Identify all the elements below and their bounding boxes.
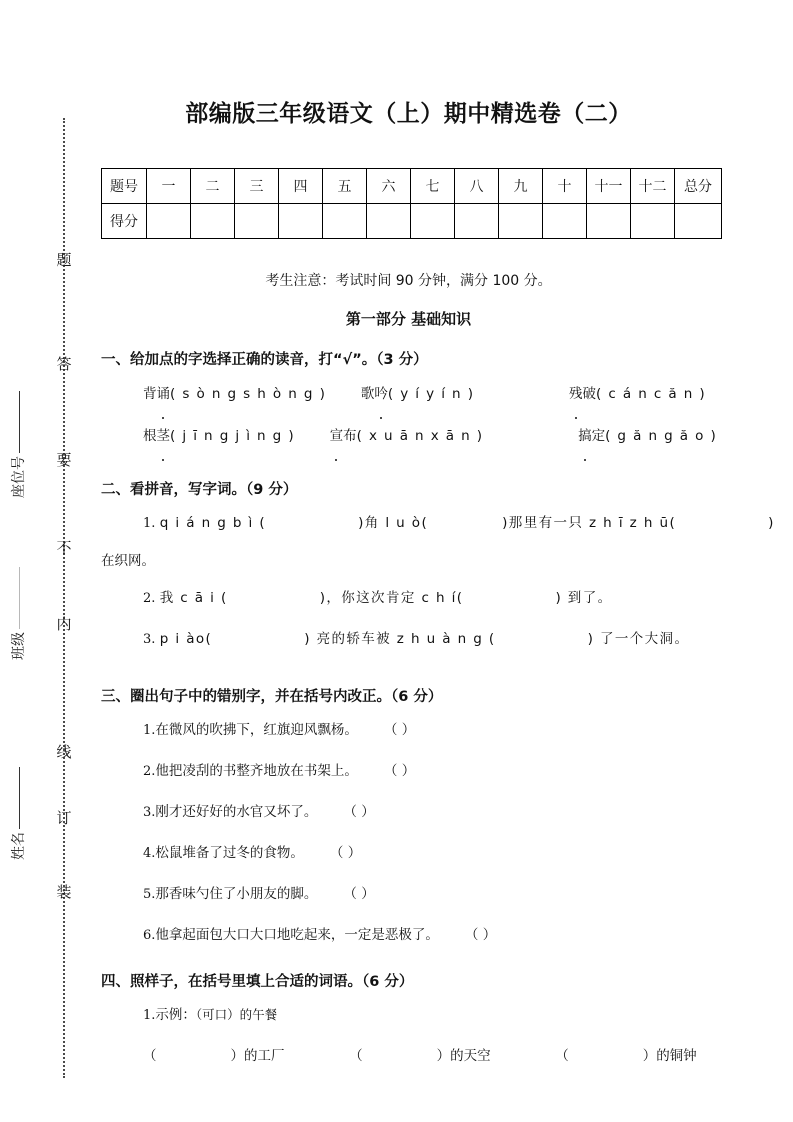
question-3-points: （6 分）: [391, 689, 443, 705]
q4-fill-2[interactable]: （ ）的天空: [349, 1048, 491, 1064]
q1-item-4[interactable]: 根茎( j ī n g j ì n g ): [143, 428, 295, 444]
q3-index-5: 5.: [143, 887, 156, 902]
q3-index-4: 4.: [143, 846, 156, 861]
q4-fill-3[interactable]: （ ）的铜钟: [555, 1048, 697, 1064]
q1-item-2[interactable]: 歌吟( y í y í n ): [361, 386, 475, 402]
question-2: [101, 478, 775, 660]
q1-item-1[interactable]: 背诵( s ò n g s h ò n g ): [143, 386, 326, 402]
q2-seg-1d: ): [768, 515, 775, 531]
name-rule: [19, 767, 20, 829]
q2-index-1: 1.: [143, 516, 156, 531]
question-2-title: [101, 478, 761, 499]
question-3-item-5: [101, 874, 761, 915]
question-1-row-2: [101, 415, 761, 457]
q4-noun-3: 的铜钟: [656, 1048, 697, 1064]
q4-fill-1[interactable]: （ ）的工厂: [143, 1048, 285, 1064]
exam-sheet: [96, 0, 793, 1122]
question-2-item-1-wrap: 在织网。: [101, 553, 155, 569]
score-cell-9[interactable]: [499, 204, 543, 239]
col-head-1: 一: [147, 169, 191, 204]
page-title: 部编版三年级语文（上）期中精选卷（二）: [185, 101, 632, 127]
name-label: 姓名: [11, 832, 27, 860]
seal-char-5: 线: [56, 743, 72, 761]
question-1-points: （3 分）: [376, 352, 428, 368]
score-cell-2[interactable]: [191, 204, 235, 239]
q3-blank-1[interactable]: （ ）: [383, 722, 416, 738]
question-4: [101, 970, 761, 1076]
seal-char-1: 答: [56, 355, 72, 373]
question-2-item-3: [101, 619, 761, 660]
row-label-question: 题号: [102, 169, 147, 204]
q4-index-1: 1.: [143, 1008, 156, 1023]
q3-blank-5[interactable]: （ ）: [343, 886, 375, 902]
q1-item-6[interactable]: 搞定( g ă n g ă o ): [578, 428, 717, 444]
class-field[interactable]: [10, 540, 28, 660]
score-cell-10[interactable]: [543, 204, 587, 239]
question-3-item-6: [101, 915, 761, 956]
q1-pinyin-3: ( c á n c ă n ): [595, 386, 707, 402]
col-head-10: 十: [543, 169, 587, 204]
question-1: [101, 348, 761, 457]
q3-text-1: 在微风的吹拂下，红旗迎风飘杨。: [155, 722, 358, 738]
q1-pinyin-6: ( g ă n g ă o ): [605, 428, 718, 444]
q2-seg-3a: p i ào(: [159, 631, 213, 647]
seal-char-2: 要: [56, 451, 72, 469]
q3-text-5: 那香味勺住了小朋友的脚。: [155, 886, 318, 902]
col-head-8: 八: [455, 169, 499, 204]
score-cell-1[interactable]: [147, 204, 191, 239]
col-head-3: 三: [235, 169, 279, 204]
seat-number-rule: [19, 391, 20, 453]
row-label-score: 得分: [102, 204, 147, 239]
q1-item-3[interactable]: 残破( c á n c ă n ): [569, 386, 706, 402]
q4-noun-2: 的天空: [450, 1048, 491, 1064]
score-cell-4[interactable]: [279, 204, 323, 239]
q2-seg-2c: ) 到了。: [555, 590, 613, 606]
col-head-7: 七: [411, 169, 455, 204]
q3-blank-4[interactable]: （ ）: [329, 845, 362, 861]
seal-char-4: 内: [56, 615, 72, 633]
col-head-12: 十二: [631, 169, 675, 204]
q1-pinyin-2: ( y í y í n ): [387, 386, 475, 402]
q1-pinyin-4: ( j ī n g j ì n g ): [170, 428, 296, 444]
q2-seg-1b: )角 l u ò(: [358, 515, 429, 531]
q3-text-4: 松鼠堆备了过冬的食物。: [155, 845, 304, 861]
score-cell-5[interactable]: [323, 204, 367, 239]
col-head-9: 九: [499, 169, 543, 204]
question-3-number: 三、: [101, 689, 130, 705]
question-3: [101, 685, 761, 956]
name-field[interactable]: [10, 740, 28, 860]
q1-pinyin-5: ( x u ā n x ā n ): [356, 428, 484, 444]
col-head-5: 五: [323, 169, 367, 204]
question-4-number: 四、: [101, 974, 130, 990]
q2-seg-3b: ) 亮的轿车被 z h u à n g (: [304, 631, 496, 647]
table-row-scores: [102, 204, 722, 239]
question-1-title: [101, 348, 761, 369]
score-cell-6[interactable]: [367, 204, 411, 239]
question-4-item-1: [101, 995, 761, 1036]
score-cell-8[interactable]: [455, 204, 499, 239]
seal-char-7: 装: [56, 883, 72, 901]
question-4-fill-row: [101, 1036, 761, 1076]
q3-blank-3[interactable]: （ ）: [343, 804, 375, 820]
question-1-text: 给加点的字选择正确的读音，打“√”。: [130, 352, 377, 368]
question-3-title: [101, 685, 761, 706]
q3-text-3: 刚才还好好的水官又坏了。: [155, 804, 318, 820]
question-2-item-2: [101, 578, 761, 619]
q2-seg-2a: 我 c ā i (: [159, 590, 228, 606]
q2-seg-3c: ) 了一个大洞。: [587, 631, 690, 647]
question-2-text: 看拼音，写字词。: [130, 482, 246, 498]
class-rule: [19, 567, 20, 629]
exam-notice: 考生注意：考试时间 90 分钟，满分 100 分。: [265, 273, 552, 289]
question-1-number: 一、: [101, 352, 130, 368]
q2-seg-1c: )那里有一只 z h ī z h ū(: [502, 515, 677, 531]
q3-blank-6[interactable]: （ ）: [464, 927, 497, 943]
q4-noun-1: 的工厂: [244, 1048, 285, 1064]
question-3-item-4: [101, 833, 761, 874]
q2-seg-2b: )，你这次肯定 c h í(: [319, 590, 464, 606]
score-cell-11[interactable]: [587, 204, 631, 239]
question-1-row-1: [101, 373, 761, 415]
seal-margin: [0, 0, 96, 1122]
class-label: 班级: [11, 632, 27, 660]
part-heading: 第一部分 基础知识: [345, 310, 472, 328]
question-2-points: （9 分）: [246, 482, 298, 498]
seal-char-6: 订: [56, 809, 72, 827]
score-cell-12[interactable]: [631, 204, 675, 239]
col-head-total: 总分: [675, 169, 722, 204]
score-cell-3[interactable]: [235, 204, 279, 239]
q1-item-5[interactable]: 宣布( x u ā n x ā n ): [330, 428, 484, 444]
q2-index-2: 2.: [143, 591, 156, 606]
q3-index-1: 1.: [143, 723, 156, 738]
question-4-title: [101, 970, 761, 991]
q4-example-1: （可口）的午餐: [195, 1007, 278, 1022]
q2-seg-1a: q i á n g b ì (: [159, 515, 267, 531]
question-2-number: 二、: [101, 482, 130, 498]
col-head-6: 六: [367, 169, 411, 204]
question-3-text: 圈出句子中的错别字，并在括号内改正。: [130, 689, 391, 705]
score-cell-total[interactable]: [675, 204, 722, 239]
question-3-item-1: [101, 710, 761, 751]
seat-number-field[interactable]: [10, 378, 28, 498]
seal-char-0: 题: [56, 251, 72, 269]
q3-blank-2[interactable]: （ ）: [383, 763, 416, 779]
question-3-item-3: [101, 792, 761, 833]
q1-pinyin-1: ( s ò n g s h ò n g ): [170, 386, 327, 402]
seat-number-label: 座位号: [11, 456, 27, 498]
question-3-item-2: [101, 751, 761, 792]
question-4-points: （6 分）: [362, 974, 414, 990]
seal-char-3: 不: [56, 539, 72, 557]
q3-index-3: 3.: [143, 805, 156, 820]
score-table: [101, 168, 722, 239]
q2-index-3: 3.: [143, 632, 156, 647]
q3-text-2: 他把凌刮的书整齐地放在书架上。: [155, 763, 358, 779]
table-row-question-numbers: [102, 169, 722, 204]
q3-index-6: 6.: [143, 928, 156, 943]
question-2-item-1: [101, 503, 775, 544]
col-head-11: 十一: [587, 169, 631, 204]
col-head-4: 四: [279, 169, 323, 204]
score-cell-7[interactable]: [411, 204, 455, 239]
question-4-text: 照样子，在括号里填上合适的词语。: [130, 974, 362, 990]
q3-index-2: 2.: [143, 764, 156, 779]
q3-text-6: 他拿起面包大口大口地吃起来，一定是恶极了。: [155, 927, 439, 943]
q4-label-1: 示例：: [155, 1007, 196, 1023]
col-head-2: 二: [191, 169, 235, 204]
